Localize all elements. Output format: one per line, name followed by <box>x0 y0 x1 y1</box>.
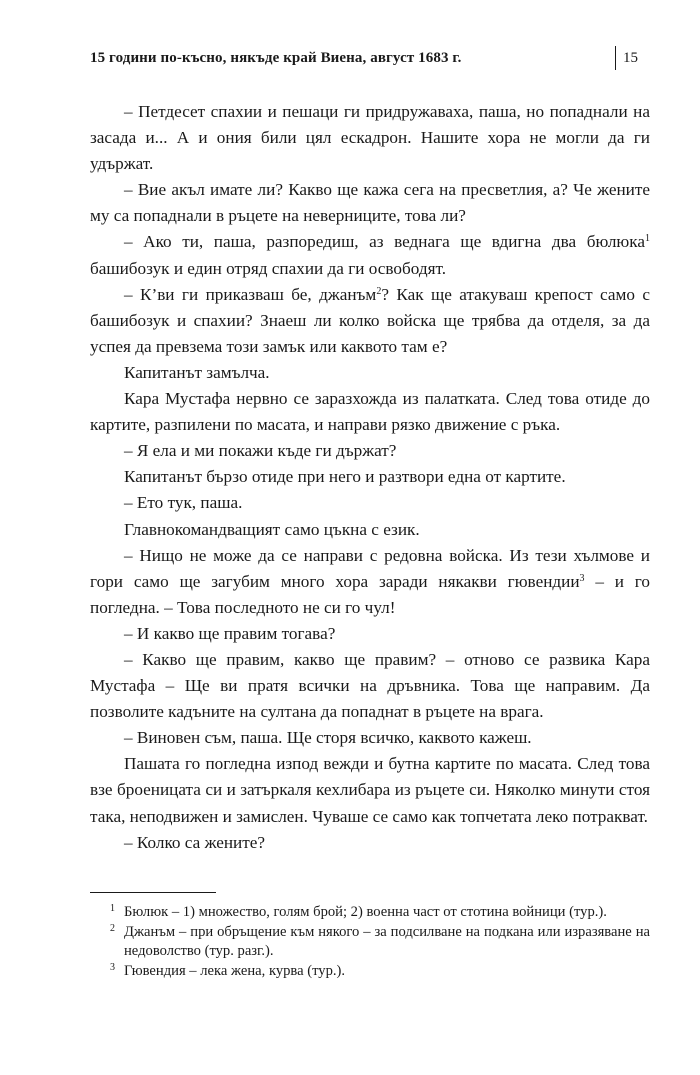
paragraph: – Виновен съм, паша. Ще сторя всичко, каквото кажеш. <box>124 728 532 748</box>
paragraph: – Колко са жените? <box>124 832 266 852</box>
paragraph: – Я ела и ми покажи къде ги държат? <box>124 441 397 461</box>
paragraph: Капитанът замълча. <box>124 362 270 382</box>
paragraph: Кара Мустафа нервно се заразхожда из палатката. След това отиде до картите, разпилени по масата, и направи рязко движение с ръка. <box>90 389 650 435</box>
footnote: 3 Гювендия – лека жена, курва (тур.). <box>90 962 650 982</box>
paragraph: – И какво ще правим тогава? <box>124 623 336 643</box>
footnote-ref: 3 <box>579 572 585 584</box>
paragraph: – Нищо не може да се направи с редовна войска. Из тези хълмове и гори само ще загубим много хора заради някакви гювендии$^3$ – и го погледна. – Това последното не си го чул! <box>90 545 650 617</box>
footnotes <box>90 903 650 981</box>
running-header <box>90 46 650 78</box>
paragraph: Главнокомандващият само цъкна с език. <box>124 519 420 539</box>
footnote-divider <box>90 892 216 893</box>
paragraph: – Какво ще правим, какво ще правим? – отново се развика Кара Мустафа – Ще ви пратя всички на дръвника. Това ще направим. Да позволите кадъните на султана да попаднат в ръцете на врага. <box>90 649 650 722</box>
running-head: 15 години по-късно, някъде край Виена, август 1683 г. <box>90 50 462 66</box>
footnote-number: 2 <box>110 922 115 934</box>
paragraph: Капитанът бързо отиде при него и разтвори една от картите. <box>124 467 566 487</box>
paragraph: Пашата го погледна изпод вежди и бутна картите по масата. След това взе броеницата си и затъркаля кехлибара из ръцете си. Няколко минути стоя така, неподвижен и замислен. Чуваше се само как топчетата леко потракват. <box>90 754 650 826</box>
body-text <box>90 99 650 856</box>
footnote: 1 Бюлюк – 1) множество, голям брой; 2) военна част от стотина войници (тур.). <box>90 903 650 923</box>
footnote-number: 1 <box>110 903 115 914</box>
header-divider <box>615 46 616 70</box>
footnote-ref: 2 <box>376 285 382 297</box>
paragraph: – Вие акъл имате ли? Какво ще кажа сега на пресветлия, а? Че жените му са попаднали в ръцете на неверниците, това ли? <box>90 180 650 226</box>
footnote-ref: 1 <box>645 233 650 245</box>
footnote-number: 3 <box>110 961 115 973</box>
page-number: 15 <box>623 50 638 66</box>
paragraph: – К’ви ги приказваш бе, джанъм$^2$? Как ще атакуваш крепост само с башибозук и спахии? Знаеш ли колко войска ще трябва да отделя, за да успея да превзема този замък или каквото там е? <box>90 284 651 356</box>
paragraph: – Ако ти, паша, разпоредиш, аз веднага ще вдигна два бюлюка$^1$ башибозук и един отряд спахии да ги освободят. <box>90 232 650 278</box>
paragraph: – Петдесет спахии и пешаци ги придружаваха, паша, но попаднали на засада и... А и ония били цял ескадрон. Нашите хора не могли да ги удържат. <box>90 102 650 174</box>
paragraph: – Ето тук, паша. <box>124 493 243 513</box>
footnote: 2 Джанъм – при обръщение към някого – за подсилване на подкана или изразяване на недоволство (тур. разг.). <box>90 923 650 962</box>
